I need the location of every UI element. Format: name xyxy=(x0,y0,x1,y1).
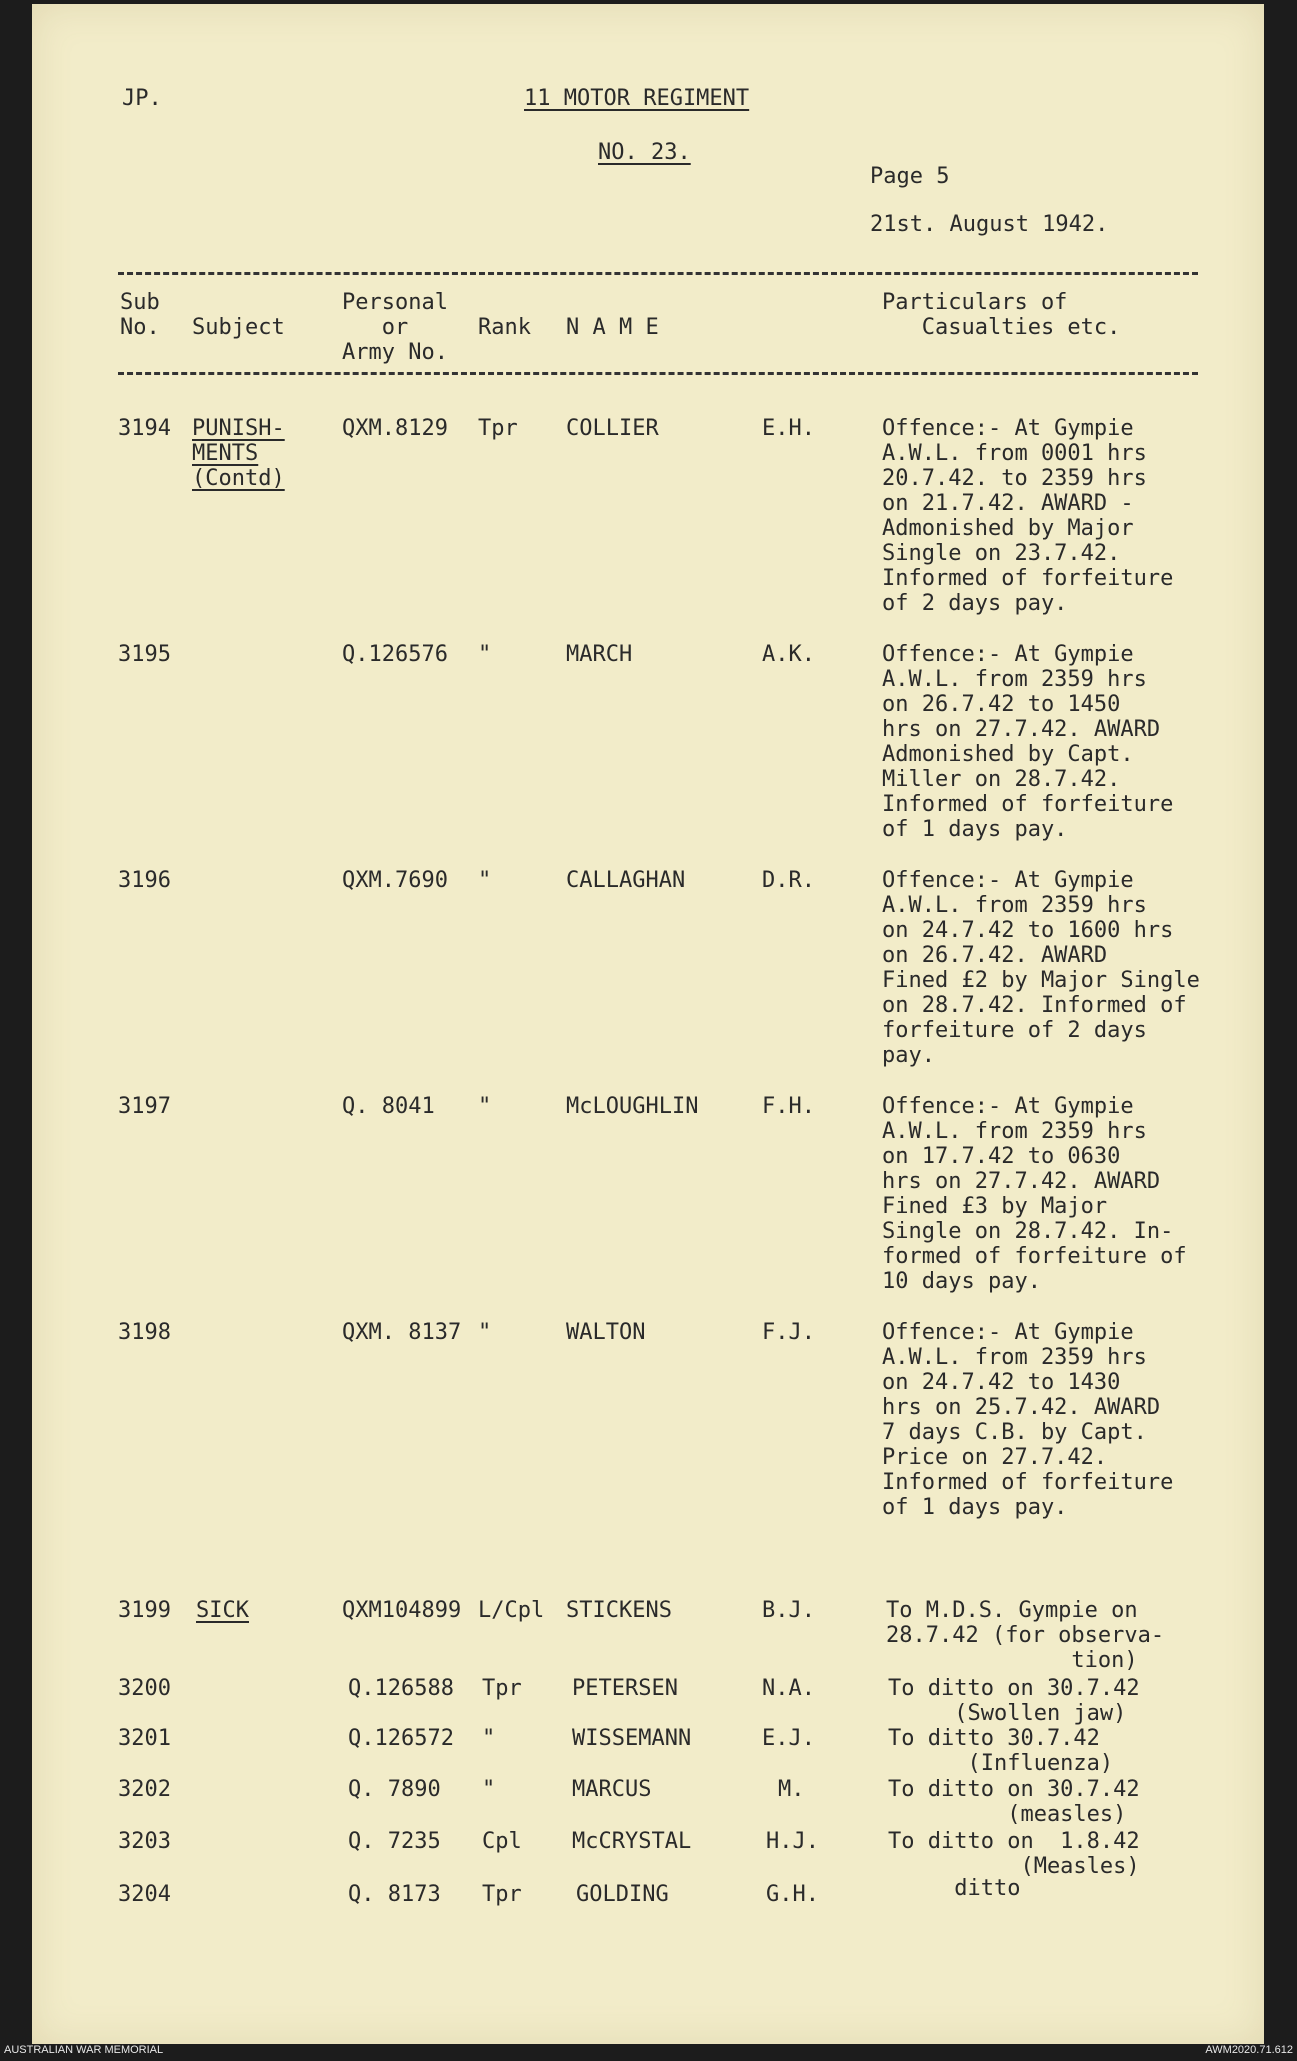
entry-army-no: QXM. 8137 xyxy=(342,1320,462,1345)
entry-number: 3201 xyxy=(118,1726,171,1751)
entry-particulars: Offence:- At Gympie A.W.L. from 2359 hrs on 26.7.42 to 1450 hrs on 27.7.42. AWARD Admonished by Capt. Miller on 28.7.42. Informed of forfeiture of 1 days pay. xyxy=(882,642,1174,842)
entry-initials: E.H. xyxy=(762,416,815,441)
entry-army-no: QXM.8129 xyxy=(342,416,448,441)
entry-army-no: Q. 7890 xyxy=(348,1777,441,1802)
entry-particulars: To ditto on 30.7.42 (measles) xyxy=(888,1777,1140,1827)
order-number: NO. 23. xyxy=(598,140,691,165)
entry-rank: " xyxy=(478,868,492,893)
unit-title: 11 MOTOR REGIMENT xyxy=(524,86,750,111)
entry-particulars: Offence:- At Gympie A.W.L. from 2359 hrs on 17.7.42 to 0630 hrs on 27.7.42. AWARD Fined £3 by Major Single on 28.7.42. In- formed of forfeiture of 10 days pay. xyxy=(882,1094,1187,1294)
entry-particulars: ditto xyxy=(888,1876,1021,1901)
entry-name: McLOUGHLIN xyxy=(566,1094,699,1119)
col-particulars: Particulars of Casualties etc. xyxy=(882,290,1121,340)
entry-name: CALLAGHAN xyxy=(566,868,686,893)
entry-initials: N.A. xyxy=(762,1676,815,1701)
divider-header xyxy=(118,372,1198,375)
entry-army-no: Q.126576 xyxy=(342,642,448,667)
entry-name: PETERSEN xyxy=(572,1676,678,1701)
col-army-no: Personal or Army No. xyxy=(342,290,448,365)
entry-initials: A.K. xyxy=(762,642,815,667)
entry-particulars: To M.D.S. Gympie on 28.7.42 (for observa- tion) xyxy=(886,1598,1165,1673)
entry-number: 3195 xyxy=(118,642,171,667)
entry-number: 3200 xyxy=(118,1676,171,1701)
page-number: Page 5 xyxy=(870,164,950,189)
entry-subject: SICK xyxy=(196,1598,249,1623)
entry-number: 3199 xyxy=(118,1598,171,1623)
entry-army-no: QXM.7690 xyxy=(342,868,448,893)
entry-rank: Cpl xyxy=(482,1829,522,1854)
entry-particulars: Offence:- At Gympie A.W.L. from 2359 hrs on 24.7.42 to 1430 hrs on 25.7.42. AWARD 7 days C.B. by Capt. Price on 27.7.42. Informed of forfeiture of 1 days pay. xyxy=(882,1320,1174,1520)
entry-rank: Tpr xyxy=(482,1882,522,1907)
col-sub-no: Sub No. xyxy=(120,290,160,340)
entry-particulars: Offence:- At Gympie A.W.L. from 2359 hrs on 24.7.42 to 1600 hrs on 26.7.42. AWARD Fined £2 by Major Single on 28.7.42. Informed of forfeiture of 2 days pay. xyxy=(882,868,1200,1068)
entry-subject: PUNISH- MENTS (Contd) xyxy=(192,416,285,491)
entry-rank: " xyxy=(478,642,492,667)
entry-army-no: Q.126588 xyxy=(348,1676,454,1701)
entry-army-no: Q. 8173 xyxy=(348,1882,441,1907)
entry-name: MARCUS xyxy=(572,1777,652,1802)
entry-army-no: Q. 7235 xyxy=(348,1829,441,1854)
entry-initials: F.J. xyxy=(762,1320,815,1345)
entry-rank: " xyxy=(482,1777,496,1802)
entry-number: 3204 xyxy=(118,1882,171,1907)
entry-number: 3194 xyxy=(118,416,171,441)
entry-particulars: Offence:- At Gympie A.W.L. from 0001 hrs 20.7.42. to 2359 hrs on 21.7.42. AWARD - Admonished by Major Single on 23.7.42. Informed of forfeiture of 2 days pay. xyxy=(882,416,1174,616)
col-subject: Subject xyxy=(192,315,285,340)
col-name: N A M E xyxy=(566,315,659,340)
entry-rank: " xyxy=(478,1094,492,1119)
entry-name: McCRYSTAL xyxy=(572,1829,692,1854)
order-date: 21st. August 1942. xyxy=(870,212,1109,237)
entry-initials: B.J. xyxy=(762,1598,815,1623)
entry-army-no: QXM104899 xyxy=(342,1598,462,1623)
entry-particulars: To ditto on 1.8.42 (Measles) xyxy=(888,1829,1140,1879)
footer-accession-number: AWM2020.71.612 xyxy=(1205,2044,1293,2056)
entry-name: WALTON xyxy=(566,1320,646,1345)
entry-particulars: To ditto 30.7.42 (Influenza) xyxy=(888,1726,1114,1776)
entry-initials: H.J. xyxy=(766,1829,819,1854)
entry-name: COLLIER xyxy=(566,416,659,441)
entry-initials: D.R. xyxy=(762,868,815,893)
entry-rank: " xyxy=(478,1320,492,1345)
entry-rank: Tpr xyxy=(482,1676,522,1701)
entry-initials: G.H. xyxy=(766,1882,819,1907)
entry-name: STICKENS xyxy=(566,1598,672,1623)
entry-name: GOLDING xyxy=(576,1882,669,1907)
entry-particulars: To ditto on 30.7.42 (Swollen jaw) xyxy=(888,1676,1140,1726)
entry-name: WISSEMANN xyxy=(572,1726,692,1751)
entry-rank: Tpr xyxy=(478,416,518,441)
entry-army-no: Q. 8041 xyxy=(342,1094,435,1119)
entry-rank: " xyxy=(482,1726,496,1751)
entry-army-no: Q.126572 xyxy=(348,1726,454,1751)
entry-number: 3202 xyxy=(118,1777,171,1802)
entry-initials: M. xyxy=(778,1777,805,1802)
footer-archive-name: AUSTRALIAN WAR MEMORIAL xyxy=(4,2044,164,2056)
entry-rank: L/Cpl xyxy=(478,1598,545,1623)
entry-name: MARCH xyxy=(566,642,633,667)
entry-initials: E.J. xyxy=(762,1726,815,1751)
col-rank: Rank xyxy=(478,315,531,340)
entry-number: 3198 xyxy=(118,1320,171,1345)
entry-number: 3196 xyxy=(118,868,171,893)
entry-number: 3197 xyxy=(118,1094,171,1119)
divider-top xyxy=(118,272,1198,275)
entry-number: 3203 xyxy=(118,1829,171,1854)
typist-initials: JP. xyxy=(122,86,162,111)
entry-initials: F.H. xyxy=(762,1094,815,1119)
